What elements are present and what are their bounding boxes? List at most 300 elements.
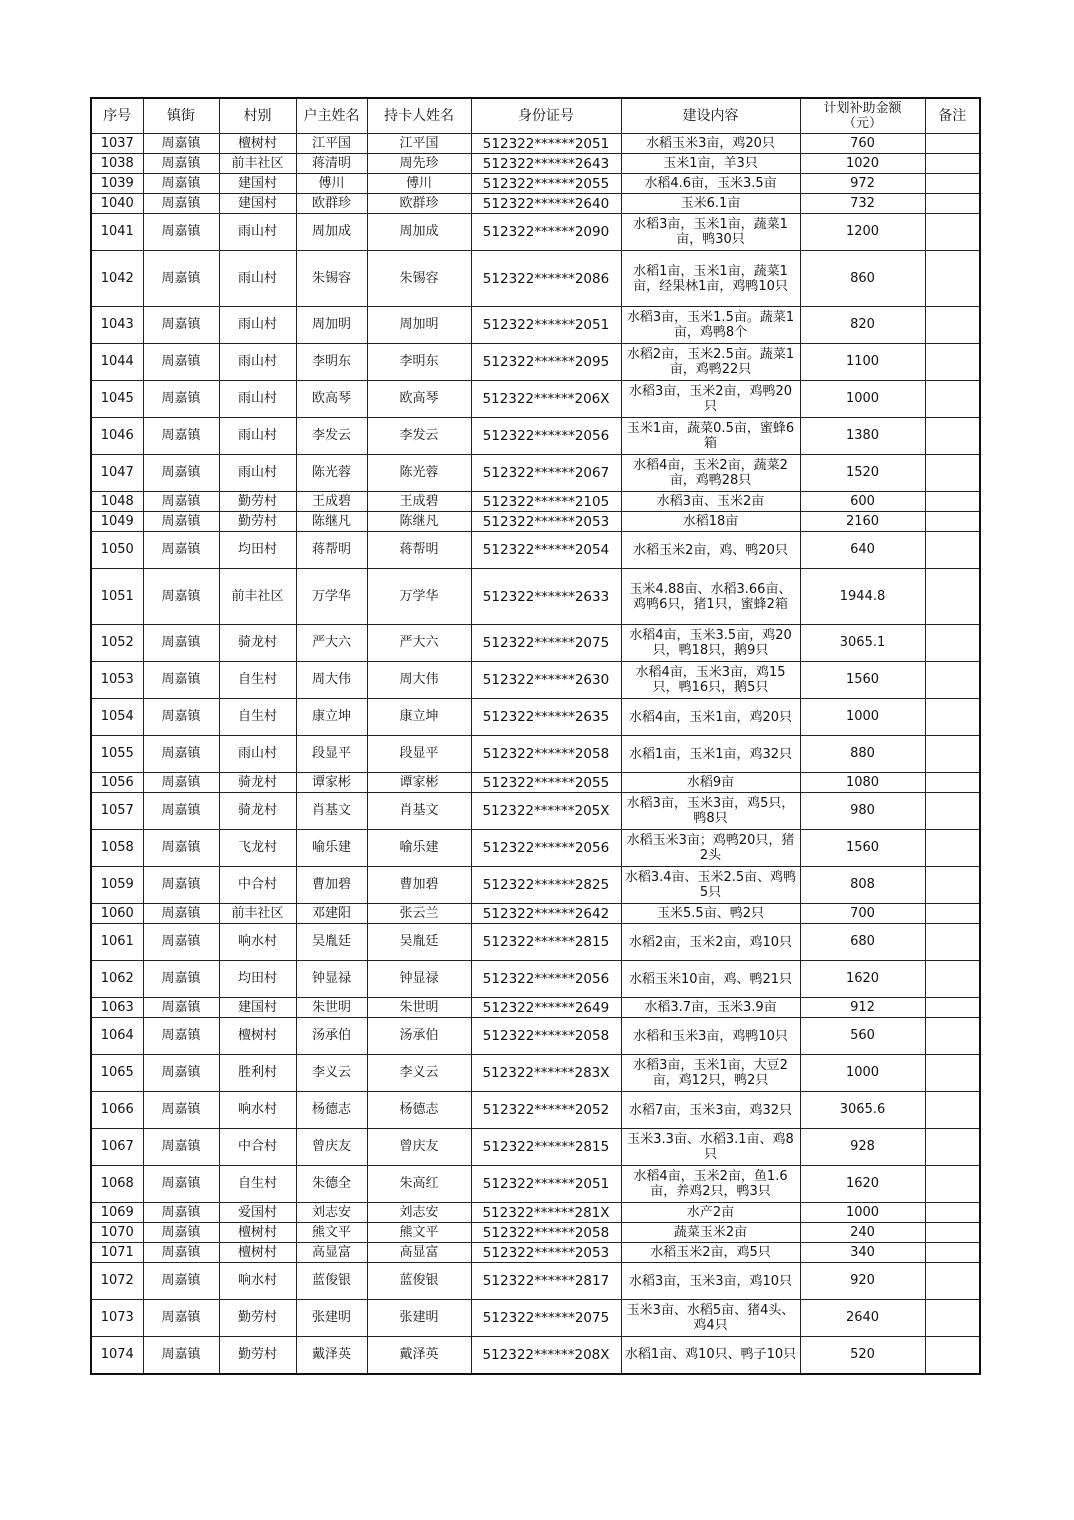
- cell-subsidy-amount: 1020: [800, 154, 925, 174]
- cell-cardholder: 汤承伯: [367, 1018, 471, 1055]
- header-subsidy-amount: 计划补助金额 （元）: [800, 98, 925, 134]
- cell-subsidy-amount: 600: [800, 492, 925, 512]
- header-seq: 序号: [91, 98, 143, 134]
- cell-id-number: 512322******281X: [471, 1203, 621, 1223]
- cell-householder: 吴胤廷: [296, 924, 367, 961]
- cell-town: 周嘉镇: [143, 569, 219, 625]
- cell-cardholder: 曾庆友: [367, 1129, 471, 1166]
- cell-householder: 陈光蓉: [296, 455, 367, 492]
- cell-id-number: 512322******2630: [471, 662, 621, 699]
- cell-seq: 1039: [91, 174, 143, 194]
- cell-cardholder: 杨德志: [367, 1092, 471, 1129]
- cell-construction: 水稻3亩，玉米1.5亩。蔬菜1亩，鸡鸭8个: [621, 307, 800, 344]
- cell-id-number: 512322******2095: [471, 344, 621, 381]
- cell-town: 周嘉镇: [143, 251, 219, 307]
- cell-remarks: [925, 381, 980, 418]
- cell-cardholder: 王成碧: [367, 492, 471, 512]
- cell-construction: 水稻1亩，玉米1亩，鸡32只: [621, 736, 800, 773]
- cell-cardholder: 朱高红: [367, 1166, 471, 1203]
- header-town: 镇街: [143, 98, 219, 134]
- cell-town: 周嘉镇: [143, 961, 219, 998]
- cell-subsidy-amount: 912: [800, 998, 925, 1018]
- cell-remarks: [925, 867, 980, 904]
- cell-remarks: [925, 307, 980, 344]
- cell-remarks: [925, 251, 980, 307]
- cell-id-number: 512322******2825: [471, 867, 621, 904]
- cell-construction: 水稻和玉米3亩，鸡鸭10只: [621, 1018, 800, 1055]
- table-row: [91, 662, 980, 699]
- cell-subsidy-amount: 1380: [800, 418, 925, 455]
- cell-id-number: 512322******2075: [471, 1300, 621, 1337]
- cell-subsidy-amount: 680: [800, 924, 925, 961]
- cell-cardholder: 钟显禄: [367, 961, 471, 998]
- cell-remarks: [925, 194, 980, 214]
- cell-seq: 1049: [91, 512, 143, 532]
- table-row: [91, 134, 980, 154]
- cell-cardholder: 陈继凡: [367, 512, 471, 532]
- cell-village: 前丰社区: [219, 154, 296, 174]
- cell-town: 周嘉镇: [143, 492, 219, 512]
- cell-subsidy-amount: 240: [800, 1223, 925, 1243]
- cell-cardholder: 李发云: [367, 418, 471, 455]
- table-row: [91, 924, 980, 961]
- table-row: [91, 512, 980, 532]
- cell-seq: 1047: [91, 455, 143, 492]
- cell-seq: 1063: [91, 998, 143, 1018]
- cell-construction: 水稻3亩，玉米2亩，鸡鸭20只: [621, 381, 800, 418]
- cell-cardholder: 傅川: [367, 174, 471, 194]
- cell-householder: 周大伟: [296, 662, 367, 699]
- cell-id-number: 512322******2051: [471, 307, 621, 344]
- cell-seq: 1071: [91, 1243, 143, 1263]
- table-row: [91, 1129, 980, 1166]
- cell-town: 周嘉镇: [143, 1092, 219, 1129]
- table-row: [91, 307, 980, 344]
- cell-householder: 蓝俊银: [296, 1263, 367, 1300]
- cell-id-number: 512322******2640: [471, 194, 621, 214]
- cell-construction: 水稻2亩，玉米2.5亩。蔬菜1亩，鸡鸭22只: [621, 344, 800, 381]
- cell-subsidy-amount: 1100: [800, 344, 925, 381]
- cell-construction: 水稻玉米2亩，鸡、鸭20只: [621, 532, 800, 569]
- cell-town: 周嘉镇: [143, 512, 219, 532]
- cell-remarks: [925, 1092, 980, 1129]
- cell-id-number: 512322******2649: [471, 998, 621, 1018]
- cell-town: 周嘉镇: [143, 625, 219, 662]
- cell-id-number: 512322******208X: [471, 1337, 621, 1374]
- cell-seq: 1073: [91, 1300, 143, 1337]
- cell-id-number: 512322******2635: [471, 699, 621, 736]
- cell-seq: 1069: [91, 1203, 143, 1223]
- cell-village: 前丰社区: [219, 904, 296, 924]
- cell-remarks: [925, 793, 980, 830]
- cell-village: 飞龙村: [219, 830, 296, 867]
- cell-town: 周嘉镇: [143, 1129, 219, 1166]
- cell-construction: 水稻3亩，玉米1亩，大豆2亩，鸡12只，鸭2只: [621, 1055, 800, 1092]
- cell-village: 檀树村: [219, 1243, 296, 1263]
- table-row: [91, 214, 980, 251]
- cell-construction: 水稻玉米3亩，鸡20只: [621, 134, 800, 154]
- cell-cardholder: 熊文平: [367, 1223, 471, 1243]
- table-row: [91, 1337, 980, 1374]
- cell-id-number: 512322******2086: [471, 251, 621, 307]
- header-remarks: 备注: [925, 98, 980, 134]
- cell-village: 建国村: [219, 998, 296, 1018]
- header-householder: 户主姓名: [296, 98, 367, 134]
- cell-id-number: 512322******2105: [471, 492, 621, 512]
- cell-householder: 汤承伯: [296, 1018, 367, 1055]
- cell-id-number: 512322******2053: [471, 512, 621, 532]
- cell-cardholder: 江平国: [367, 134, 471, 154]
- cell-construction: 水稻4亩，玉米2亩，鱼1.6亩，养鸡2只，鸭3只: [621, 1166, 800, 1203]
- cell-seq: 1040: [91, 194, 143, 214]
- cell-seq: 1056: [91, 773, 143, 793]
- cell-householder: 曹加碧: [296, 867, 367, 904]
- cell-id-number: 512322******2051: [471, 1166, 621, 1203]
- cell-id-number: 512322******205X: [471, 793, 621, 830]
- cell-remarks: [925, 1300, 980, 1337]
- cell-town: 周嘉镇: [143, 134, 219, 154]
- cell-town: 周嘉镇: [143, 307, 219, 344]
- cell-town: 周嘉镇: [143, 154, 219, 174]
- cell-householder: 蒋清明: [296, 154, 367, 174]
- cell-id-number: 512322******2058: [471, 1018, 621, 1055]
- cell-town: 周嘉镇: [143, 1243, 219, 1263]
- cell-village: 前丰社区: [219, 569, 296, 625]
- table-row: [91, 251, 980, 307]
- cell-householder: 李义云: [296, 1055, 367, 1092]
- table-row: [91, 1203, 980, 1223]
- table-row: [91, 492, 980, 512]
- cell-cardholder: 朱锡容: [367, 251, 471, 307]
- cell-subsidy-amount: 1944.8: [800, 569, 925, 625]
- cell-remarks: [925, 998, 980, 1018]
- table-row: [91, 1263, 980, 1300]
- cell-cardholder: 康立坤: [367, 699, 471, 736]
- cell-seq: 1067: [91, 1129, 143, 1166]
- cell-subsidy-amount: 340: [800, 1243, 925, 1263]
- cell-cardholder: 张建明: [367, 1300, 471, 1337]
- cell-village: 勤劳村: [219, 1337, 296, 1374]
- cell-cardholder: 蒋帮明: [367, 532, 471, 569]
- cell-id-number: 512322******2067: [471, 455, 621, 492]
- cell-subsidy-amount: 820: [800, 307, 925, 344]
- cell-id-number: 512322******2055: [471, 773, 621, 793]
- header-cardholder: 持卡人姓名: [367, 98, 471, 134]
- cell-subsidy-amount: 520: [800, 1337, 925, 1374]
- cell-householder: 谭家彬: [296, 773, 367, 793]
- cell-cardholder: 朱世明: [367, 998, 471, 1018]
- cell-construction: 水稻4亩，玉米3亩，鸡15只，鸭16只，鹅5只: [621, 662, 800, 699]
- cell-seq: 1068: [91, 1166, 143, 1203]
- table-row: [91, 418, 980, 455]
- cell-householder: 喻乐建: [296, 830, 367, 867]
- cell-village: 雨山村: [219, 418, 296, 455]
- cell-town: 周嘉镇: [143, 998, 219, 1018]
- table-row: [91, 773, 980, 793]
- cell-remarks: [925, 904, 980, 924]
- cell-cardholder: 高显富: [367, 1243, 471, 1263]
- cell-remarks: [925, 1055, 980, 1092]
- cell-householder: 钟显禄: [296, 961, 367, 998]
- cell-village: 雨山村: [219, 344, 296, 381]
- cell-construction: 水产2亩: [621, 1203, 800, 1223]
- cell-seq: 1059: [91, 867, 143, 904]
- cell-town: 周嘉镇: [143, 904, 219, 924]
- cell-seq: 1048: [91, 492, 143, 512]
- cell-town: 周嘉镇: [143, 418, 219, 455]
- cell-id-number: 512322******2058: [471, 1223, 621, 1243]
- cell-remarks: [925, 699, 980, 736]
- cell-remarks: [925, 736, 980, 773]
- cell-cardholder: 谭家彬: [367, 773, 471, 793]
- cell-householder: 段显平: [296, 736, 367, 773]
- cell-subsidy-amount: 1200: [800, 214, 925, 251]
- cell-id-number: 512322******2052: [471, 1092, 621, 1129]
- cell-village: 响水村: [219, 1263, 296, 1300]
- cell-seq: 1066: [91, 1092, 143, 1129]
- cell-householder: 高显富: [296, 1243, 367, 1263]
- cell-cardholder: 周大伟: [367, 662, 471, 699]
- cell-construction: 水稻3亩、玉米2亩: [621, 492, 800, 512]
- cell-subsidy-amount: 860: [800, 251, 925, 307]
- cell-subsidy-amount: 1520: [800, 455, 925, 492]
- cell-village: 骑龙村: [219, 625, 296, 662]
- table-row: [91, 625, 980, 662]
- cell-cardholder: 李明东: [367, 344, 471, 381]
- cell-cardholder: 喻乐建: [367, 830, 471, 867]
- cell-seq: 1057: [91, 793, 143, 830]
- cell-subsidy-amount: 1000: [800, 381, 925, 418]
- cell-remarks: [925, 625, 980, 662]
- cell-subsidy-amount: 3065.1: [800, 625, 925, 662]
- cell-construction: 水稻3.4亩、玉米2.5亩、鸡鸭5只: [621, 867, 800, 904]
- cell-subsidy-amount: 640: [800, 532, 925, 569]
- cell-subsidy-amount: 1620: [800, 961, 925, 998]
- cell-seq: 1062: [91, 961, 143, 998]
- cell-subsidy-amount: 1620: [800, 1166, 925, 1203]
- cell-seq: 1042: [91, 251, 143, 307]
- cell-remarks: [925, 1337, 980, 1374]
- cell-subsidy-amount: 928: [800, 1129, 925, 1166]
- cell-construction: 水稻18亩: [621, 512, 800, 532]
- cell-construction: 水稻9亩: [621, 773, 800, 793]
- cell-remarks: [925, 1243, 980, 1263]
- cell-village: 自生村: [219, 662, 296, 699]
- cell-construction: 玉米3.3亩、水稻3.1亩、鸡8只: [621, 1129, 800, 1166]
- table-row: [91, 699, 980, 736]
- cell-id-number: 512322******2053: [471, 1243, 621, 1263]
- cell-town: 周嘉镇: [143, 1337, 219, 1374]
- cell-householder: 朱锡容: [296, 251, 367, 307]
- table-row: [91, 961, 980, 998]
- cell-town: 周嘉镇: [143, 924, 219, 961]
- cell-construction: 水稻4亩，玉米1亩，鸡20只: [621, 699, 800, 736]
- cell-village: 雨山村: [219, 381, 296, 418]
- cell-cardholder: 欧群珍: [367, 194, 471, 214]
- cell-remarks: [925, 662, 980, 699]
- cell-id-number: 512322******2058: [471, 736, 621, 773]
- cell-subsidy-amount: 1000: [800, 1055, 925, 1092]
- cell-construction: 水稻3亩，玉米3亩，鸡10只: [621, 1263, 800, 1300]
- cell-subsidy-amount: 760: [800, 134, 925, 154]
- cell-seq: 1038: [91, 154, 143, 174]
- cell-id-number: 512322******2090: [471, 214, 621, 251]
- cell-remarks: [925, 1166, 980, 1203]
- cell-remarks: [925, 1018, 980, 1055]
- cell-id-number: 512322******2643: [471, 154, 621, 174]
- cell-town: 周嘉镇: [143, 867, 219, 904]
- cell-subsidy-amount: 972: [800, 174, 925, 194]
- cell-village: 均田村: [219, 961, 296, 998]
- table-row: [91, 830, 980, 867]
- cell-town: 周嘉镇: [143, 194, 219, 214]
- cell-construction: 水稻1亩，玉米1亩，蔬菜1亩，经果林1亩，鸡鸭10只: [621, 251, 800, 307]
- cell-town: 周嘉镇: [143, 1223, 219, 1243]
- cell-village: 骑龙村: [219, 793, 296, 830]
- cell-householder: 李发云: [296, 418, 367, 455]
- cell-remarks: [925, 174, 980, 194]
- cell-seq: 1037: [91, 134, 143, 154]
- cell-id-number: 512322******2055: [471, 174, 621, 194]
- cell-seq: 1072: [91, 1263, 143, 1300]
- cell-construction: 玉米4.88亩、水稻3.66亩、鸡鸭6只，猪1只，蜜蜂2箱: [621, 569, 800, 625]
- cell-town: 周嘉镇: [143, 344, 219, 381]
- cell-seq: 1055: [91, 736, 143, 773]
- cell-construction: 水稻2亩，玉米2亩，鸡10只: [621, 924, 800, 961]
- cell-town: 周嘉镇: [143, 381, 219, 418]
- cell-id-number: 512322******2075: [471, 625, 621, 662]
- cell-subsidy-amount: 560: [800, 1018, 925, 1055]
- cell-town: 周嘉镇: [143, 1203, 219, 1223]
- cell-town: 周嘉镇: [143, 1055, 219, 1092]
- cell-village: 勤劳村: [219, 512, 296, 532]
- cell-village: 雨山村: [219, 455, 296, 492]
- cell-remarks: [925, 1203, 980, 1223]
- cell-seq: 1045: [91, 381, 143, 418]
- cell-seq: 1043: [91, 307, 143, 344]
- table-row: [91, 793, 980, 830]
- cell-construction: 水稻3亩，玉米1亩，蔬菜1亩，鸭30只: [621, 214, 800, 251]
- cell-householder: 李明东: [296, 344, 367, 381]
- cell-remarks: [925, 532, 980, 569]
- cell-seq: 1060: [91, 904, 143, 924]
- cell-construction: 蔬菜玉米2亩: [621, 1223, 800, 1243]
- table-row: [91, 904, 980, 924]
- cell-id-number: 512322******2815: [471, 1129, 621, 1166]
- table-row: [91, 1018, 980, 1055]
- cell-subsidy-amount: 1080: [800, 773, 925, 793]
- cell-id-number: 512322******2633: [471, 569, 621, 625]
- cell-cardholder: 周加成: [367, 214, 471, 251]
- cell-seq: 1046: [91, 418, 143, 455]
- cell-householder: 朱德全: [296, 1166, 367, 1203]
- cell-id-number: 512322******2815: [471, 924, 621, 961]
- table-row: [91, 1166, 980, 1203]
- cell-householder: 肖基文: [296, 793, 367, 830]
- cell-remarks: [925, 961, 980, 998]
- cell-village: 檀树村: [219, 1223, 296, 1243]
- table-row: [91, 1092, 980, 1129]
- cell-village: 勤劳村: [219, 1300, 296, 1337]
- cell-subsidy-amount: 2160: [800, 512, 925, 532]
- cell-seq: 1044: [91, 344, 143, 381]
- cell-remarks: [925, 924, 980, 961]
- cell-construction: 玉米3亩、水稻5亩、猪4头、鸡4只: [621, 1300, 800, 1337]
- cell-subsidy-amount: 980: [800, 793, 925, 830]
- cell-village: 骑龙村: [219, 773, 296, 793]
- cell-id-number: 512322******2054: [471, 532, 621, 569]
- cell-village: 响水村: [219, 1092, 296, 1129]
- cell-village: 均田村: [219, 532, 296, 569]
- cell-remarks: [925, 134, 980, 154]
- cell-subsidy-amount: 700: [800, 904, 925, 924]
- cell-village: 勤劳村: [219, 492, 296, 512]
- cell-cardholder: 刘志安: [367, 1203, 471, 1223]
- cell-town: 周嘉镇: [143, 793, 219, 830]
- cell-construction: 水稻4.6亩，玉米3.5亩: [621, 174, 800, 194]
- cell-seq: 1058: [91, 830, 143, 867]
- cell-remarks: [925, 492, 980, 512]
- cell-seq: 1061: [91, 924, 143, 961]
- cell-householder: 王成碧: [296, 492, 367, 512]
- cell-id-number: 512322******2056: [471, 418, 621, 455]
- cell-subsidy-amount: 1560: [800, 662, 925, 699]
- table-row: [91, 455, 980, 492]
- cell-seq: 1051: [91, 569, 143, 625]
- cell-town: 周嘉镇: [143, 1263, 219, 1300]
- cell-householder: 陈继凡: [296, 512, 367, 532]
- cell-cardholder: 万学华: [367, 569, 471, 625]
- cell-village: 雨山村: [219, 251, 296, 307]
- cell-householder: 欧高琴: [296, 381, 367, 418]
- cell-subsidy-amount: 732: [800, 194, 925, 214]
- cell-construction: 玉米1亩，羊3只: [621, 154, 800, 174]
- cell-cardholder: 吴胤廷: [367, 924, 471, 961]
- cell-id-number: 512322******283X: [471, 1055, 621, 1092]
- cell-village: 雨山村: [219, 214, 296, 251]
- table-row: [91, 174, 980, 194]
- cell-subsidy-amount: 3065.6: [800, 1092, 925, 1129]
- cell-remarks: [925, 214, 980, 251]
- cell-town: 周嘉镇: [143, 1166, 219, 1203]
- cell-construction: 玉米1亩，蔬菜0.5亩，蜜蜂6箱: [621, 418, 800, 455]
- table-row: [91, 867, 980, 904]
- cell-remarks: [925, 1223, 980, 1243]
- cell-town: 周嘉镇: [143, 1018, 219, 1055]
- table-row: [91, 736, 980, 773]
- cell-village: 中合村: [219, 1129, 296, 1166]
- cell-remarks: [925, 154, 980, 174]
- cell-village: 雨山村: [219, 736, 296, 773]
- table-row: [91, 194, 980, 214]
- cell-id-number: 512322******206X: [471, 381, 621, 418]
- cell-cardholder: 陈光蓉: [367, 455, 471, 492]
- cell-town: 周嘉镇: [143, 736, 219, 773]
- cell-householder: 蒋帮明: [296, 532, 367, 569]
- cell-construction: 水稻4亩，玉米3.5亩，鸡20只，鸭18只，鹅9只: [621, 625, 800, 662]
- table-row: [91, 1300, 980, 1337]
- cell-village: 雨山村: [219, 307, 296, 344]
- cell-cardholder: 曹加碧: [367, 867, 471, 904]
- cell-householder: 杨德志: [296, 1092, 367, 1129]
- cell-seq: 1052: [91, 625, 143, 662]
- cell-cardholder: 周加明: [367, 307, 471, 344]
- cell-householder: 万学华: [296, 569, 367, 625]
- cell-town: 周嘉镇: [143, 174, 219, 194]
- cell-construction: 水稻3亩，玉米3亩，鸡5只，鸭8只: [621, 793, 800, 830]
- cell-householder: 邓建阳: [296, 904, 367, 924]
- cell-town: 周嘉镇: [143, 662, 219, 699]
